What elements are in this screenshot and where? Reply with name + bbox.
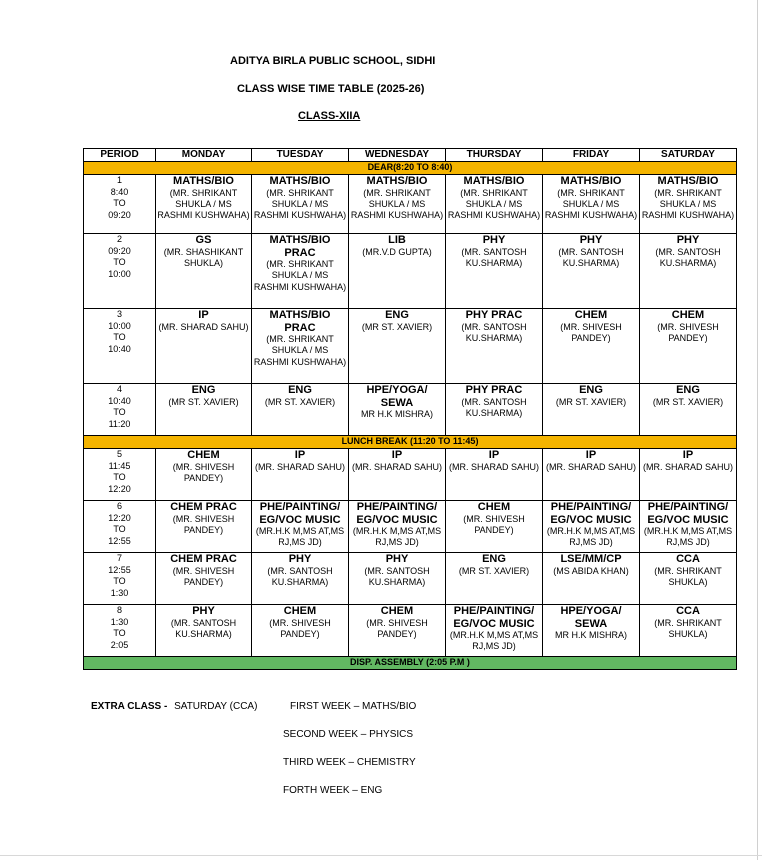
cell-thursday [446, 449, 543, 501]
teacher: (MR. SANTOSH KU.SHARMA) [655, 246, 721, 268]
teacher: (MR ST. XAVIER) [652, 396, 724, 407]
period-cell [84, 553, 156, 605]
subject: PHE/PAINTING/ EG/VOC MUSIC [356, 501, 438, 526]
subject: IP [682, 449, 694, 461]
subject: CCA [676, 553, 700, 565]
period-time: 11:45 [108, 460, 131, 471]
table-row [84, 605, 737, 657]
cell-thursday [446, 175, 543, 234]
period-number: 6 [116, 501, 122, 511]
teacher: (MR. SHIVESH PANDEY) [269, 617, 331, 639]
col-header-friday: FRIDAY [543, 149, 640, 162]
teacher: (MR. SHRIKANT SHUKLA) [654, 617, 722, 639]
period-time: TO [113, 198, 126, 208]
period-time: TO [113, 257, 126, 267]
subject: CHEM [380, 605, 414, 617]
teacher: (MR. SHRIKANT SHUKLA / MS RASHMI KUSHWAHA) [544, 187, 638, 221]
period-time: TO [113, 628, 126, 638]
cell-tuesday [252, 553, 349, 605]
teacher: (MR. SANTOSH KU.SHARMA) [461, 396, 527, 418]
period-cell [84, 605, 156, 657]
col-header-saturday: SATURDAY [640, 149, 737, 162]
subject: PHE/PAINTING/ EG/VOC MUSIC [259, 501, 341, 526]
cell-saturday [640, 175, 737, 234]
teacher: (MR.V.D GUPTA) [362, 246, 432, 257]
extra-class-label: EXTRA CLASS - [91, 701, 168, 712]
cell-saturday [640, 501, 737, 553]
period-time: TO [113, 472, 126, 482]
teacher: (MR ST. XAVIER) [458, 565, 530, 576]
cell-wednesday [349, 384, 446, 436]
extra-week-2: SECOND WEEK – PHYSICS [283, 729, 414, 740]
teacher: (MR. SANTOSH KU.SHARMA) [558, 246, 624, 268]
subject: CHEM [574, 309, 608, 321]
header-row [84, 149, 737, 162]
cell-wednesday [349, 501, 446, 553]
timetable-body [84, 162, 737, 670]
teacher: (MR. SANTOSH KU.SHARMA) [267, 565, 333, 587]
period-time: 12:55 [108, 535, 131, 546]
period-time: TO [113, 407, 126, 417]
subject: ENG [385, 309, 409, 321]
cell-monday [156, 553, 252, 605]
teacher: (MR. SHIVESH PANDEY) [172, 565, 235, 587]
cell-monday [156, 175, 252, 234]
teacher: (MR.H.K M,MS AT,MS RJ,MS JD) [449, 630, 539, 652]
subject: MATHS/BIO PRAC [269, 309, 331, 334]
col-header-period: PERIOD [84, 149, 156, 162]
period-number: 4 [116, 384, 122, 394]
teacher: (MR. SHARAD SAHU) [642, 461, 733, 472]
col-header-monday: MONDAY [156, 149, 252, 162]
subject: ENG [288, 384, 312, 396]
cell-monday [156, 234, 252, 309]
cell-saturday [640, 605, 737, 657]
table-row [84, 553, 737, 605]
subject: HPE/YOGA/ SEWA [560, 605, 622, 630]
teacher: MR H.K MISHRA) [361, 409, 433, 419]
period-time: 09:20 [108, 245, 131, 256]
teacher: (MR. SHRIKANT SHUKLA / MS RASHMI KUSHWAHA) [641, 187, 735, 221]
period-time: 09:20 [108, 209, 131, 220]
teacher: (MR. SHARAD SAHU) [545, 461, 636, 472]
teacher: (MR.H.K M,MS AT,MS RJ,MS JD) [255, 526, 345, 548]
dispersal-band-row [84, 657, 737, 670]
timetable [83, 148, 737, 670]
cell-saturday [640, 384, 737, 436]
subject: IP [198, 309, 209, 321]
teacher: (MR.H.K M,MS AT,MS RJ,MS JD) [546, 526, 636, 548]
dear-band: DEAR(8:20 TO 8:40) [84, 162, 737, 175]
cell-friday [543, 234, 640, 309]
cell-tuesday [252, 605, 349, 657]
extra-week-4: FORTH WEEK – ENG [283, 785, 383, 796]
teacher: (MR. SHASHIKANT SHUKLA) [163, 246, 244, 268]
extra-week-1: FIRST WEEK – MATHS/BIO [290, 701, 417, 712]
subject: MATHS/BIO PRAC [269, 234, 331, 259]
teacher: (MR. SHRIKANT SHUKLA / MS RASHMI KUSHWAHA) [253, 259, 347, 292]
subject: CCA [676, 605, 700, 617]
table-row [84, 501, 737, 553]
subject: MATHS/BIO [366, 175, 428, 187]
teacher: (MR ST. XAVIER) [264, 396, 336, 407]
period-time: 10:00 [108, 268, 131, 279]
cell-tuesday [252, 501, 349, 553]
lunch-break-band: LUNCH BREAK (11:20 TO 11:45) [84, 436, 737, 449]
teacher: (MR. SHIVESH PANDEY) [366, 617, 428, 639]
teacher: (MS ABIDA KHAN) [553, 565, 629, 576]
period-number: 8 [116, 605, 122, 615]
teacher: (MR. SANTOSH KU.SHARMA) [461, 246, 527, 268]
cell-saturday [640, 553, 737, 605]
subject: PHY [676, 234, 700, 246]
cell-monday [156, 309, 252, 384]
subject: IP [488, 449, 500, 461]
period-cell [84, 309, 156, 384]
subject: CHEM PRAC [170, 553, 237, 565]
subject: IP [294, 449, 306, 461]
subject: ENG [482, 553, 506, 565]
cell-wednesday [349, 449, 446, 501]
teacher: (MR. SHARAD SAHU) [254, 461, 345, 472]
extra-class-line [91, 701, 257, 712]
teacher: (MR. SANTOSH KU.SHARMA) [170, 617, 237, 639]
teacher: (MR. SANTOSH KU.SHARMA) [364, 565, 430, 587]
page-edge-right [757, 0, 758, 860]
subject: PHE/PAINTING/ EG/VOC MUSIC [453, 605, 535, 630]
period-time: 10:40 [108, 395, 131, 406]
subject: ENG [191, 384, 216, 396]
period-time: 10:00 [108, 320, 131, 331]
teacher: (MR ST. XAVIER) [555, 396, 627, 407]
cell-monday [156, 501, 252, 553]
school-name: ADITYA BIRLA PUBLIC SCHOOL, SIDHI [230, 55, 436, 67]
teacher: (MR. SHRIKANT SHUKLA / MS RASHMI KUSHWAHA) [253, 187, 347, 221]
cell-tuesday [252, 384, 349, 436]
cell-monday [156, 384, 252, 436]
cell-tuesday [252, 234, 349, 309]
cell-saturday [640, 234, 737, 309]
period-cell [84, 501, 156, 553]
teacher: (MR.H.K M,MS AT,MS RJ,MS JD) [352, 526, 442, 548]
cell-wednesday [349, 605, 446, 657]
teacher: (MR. SHARAD SAHU) [351, 461, 442, 472]
subject: PHY [482, 234, 506, 246]
col-header-thursday: THURSDAY [446, 149, 543, 162]
teacher: (MR. SHIVESH PANDEY) [463, 513, 525, 535]
teacher: (MR. SHARAD SAHU) [448, 461, 539, 472]
period-time: 10:40 [108, 343, 131, 354]
cell-tuesday [252, 309, 349, 384]
subject: MATHS/BIO [560, 175, 622, 187]
subject: PHY PRAC [465, 309, 523, 321]
cell-friday [543, 309, 640, 384]
period-time: 12:20 [108, 483, 131, 494]
subject: IP [391, 449, 403, 461]
cell-wednesday [349, 553, 446, 605]
cell-friday [543, 605, 640, 657]
cell-wednesday [349, 309, 446, 384]
cell-thursday [446, 309, 543, 384]
cell-friday [543, 501, 640, 553]
extra-class-day: SATURDAY (CCA) [174, 701, 258, 712]
cell-friday [543, 175, 640, 234]
table-row [84, 175, 737, 234]
cell-thursday [446, 605, 543, 657]
teacher: (MR. SHIVESH PANDEY) [560, 321, 622, 343]
period-time: 1:30 [110, 616, 129, 627]
subject: MATHS/BIO [269, 175, 331, 187]
teacher: (MR. SANTOSH KU.SHARMA) [461, 321, 527, 343]
cell-monday [156, 449, 252, 501]
cell-wednesday [349, 234, 446, 309]
teacher: (MR ST. XAVIER) [361, 321, 433, 332]
col-header-tuesday: TUESDAY [252, 149, 349, 162]
teacher: (MR. SHARAD SAHU) [158, 321, 249, 332]
period-time: TO [113, 332, 126, 342]
page-edge-bottom [0, 855, 762, 856]
period-number: 3 [116, 309, 122, 319]
period-cell [84, 234, 156, 309]
period-time: TO [113, 524, 126, 534]
teacher: (MR ST. XAVIER) [168, 396, 239, 407]
period-time: 11:20 [108, 418, 131, 429]
subject: MATHS/BIO [463, 175, 525, 187]
period-cell [84, 384, 156, 436]
subject: ENG [579, 384, 603, 396]
table-row [84, 234, 737, 309]
dispersal-band: DISP. ASSEMBLY (2:05 P.M ) [84, 657, 737, 670]
subject: CHEM [283, 605, 317, 617]
subject: CHEM [477, 501, 511, 513]
subject: GS [195, 234, 212, 246]
cell-thursday [446, 553, 543, 605]
lunch-break-band-row [84, 436, 737, 449]
cell-thursday [446, 501, 543, 553]
teacher: MR H.K MISHRA) [555, 630, 627, 640]
subject: PHY PRAC [465, 384, 523, 396]
period-time: TO [113, 576, 126, 586]
cell-thursday [446, 384, 543, 436]
extra-week-3: THIRD WEEK – CHEMISTRY [283, 757, 416, 768]
subject: HPE/YOGA/ SEWA [366, 384, 428, 409]
subject: PHY [192, 605, 215, 617]
timetable-title: CLASS WISE TIME TABLE (2025-26) [237, 83, 425, 95]
subject: MATHS/BIO [657, 175, 719, 187]
teacher: (MR. SHIVESH PANDEY) [657, 321, 719, 343]
table-row [84, 449, 737, 501]
period-number: 5 [116, 449, 122, 459]
cell-thursday [446, 234, 543, 309]
subject: IP [585, 449, 597, 461]
table-row [84, 309, 737, 384]
period-number: 7 [116, 553, 122, 563]
period-time: 12:20 [108, 512, 131, 523]
subject: LIB [388, 234, 406, 246]
cell-saturday [640, 309, 737, 384]
subject: LSE/MM/CP [560, 553, 622, 565]
cell-wednesday [349, 175, 446, 234]
cell-tuesday [252, 175, 349, 234]
subject: CHEM [671, 309, 705, 321]
teacher: (MR. SHRIKANT SHUKLA / MS RASHMI KUSHWAHA) [253, 334, 347, 367]
subject: PHY [579, 234, 603, 246]
period-cell [84, 175, 156, 234]
cell-saturday [640, 449, 737, 501]
subject: CHEM [187, 449, 220, 461]
table-row [84, 384, 737, 436]
subject: PHY [385, 553, 409, 565]
subject: PHY [288, 553, 312, 565]
cell-friday [543, 553, 640, 605]
subject: ENG [676, 384, 700, 396]
teacher: (MR. SHRIKANT SHUKLA / MS RASHMI KUSHWAHA) [350, 187, 444, 221]
subject: PHE/PAINTING/ EG/VOC MUSIC [550, 501, 632, 526]
cell-tuesday [252, 449, 349, 501]
period-time: 2:05 [110, 639, 129, 650]
period-time: 1:30 [110, 587, 129, 598]
cell-friday [543, 449, 640, 501]
teacher: (MR. SHIVESH PANDEY) [172, 461, 235, 483]
class-name: CLASS-XIIA [298, 110, 361, 122]
subject: MATHS/BIO [173, 175, 234, 187]
period-cell [84, 449, 156, 501]
subject: PHE/PAINTING/ EG/VOC MUSIC [647, 501, 729, 526]
col-header-wednesday: WEDNESDAY [349, 149, 446, 162]
period-time: 12:55 [108, 564, 131, 575]
teacher: (MR. SHIVESH PANDEY) [172, 513, 235, 535]
period-time: 8:40 [110, 186, 129, 197]
period-number: 1 [116, 175, 122, 185]
teacher: (MR. SHRIKANT SHUKLA / MS RASHMI KUSHWAHA) [157, 187, 250, 221]
subject: CHEM PRAC [170, 501, 237, 513]
period-number: 2 [116, 234, 122, 244]
teacher: (MR.H.K M,MS AT,MS RJ,MS JD) [643, 526, 733, 548]
dear-band-row [84, 162, 737, 175]
teacher: (MR. SHRIKANT SHUKLA) [654, 565, 722, 587]
teacher: (MR. SHRIKANT SHUKLA / MS RASHMI KUSHWAHA) [447, 187, 541, 221]
cell-friday [543, 384, 640, 436]
cell-monday [156, 605, 252, 657]
